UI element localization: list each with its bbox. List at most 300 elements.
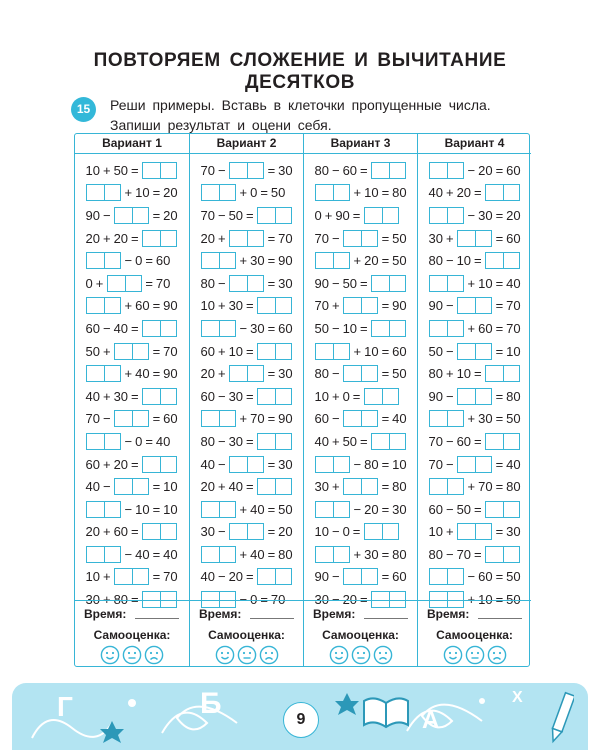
example-row <box>304 182 417 205</box>
number: 70 <box>163 343 178 359</box>
operator: = <box>152 569 161 585</box>
operator: + <box>353 546 362 562</box>
operator: + <box>217 479 226 495</box>
number: 70 <box>428 456 443 472</box>
number: 70 <box>200 162 215 178</box>
answer-box[interactable] <box>315 546 350 563</box>
operator: = <box>267 501 276 517</box>
self-assessment-faces <box>418 645 531 670</box>
example-row <box>418 385 531 408</box>
number: 0 <box>342 388 350 404</box>
answer-box[interactable] <box>142 230 177 247</box>
operator: + <box>217 366 226 382</box>
operator: + <box>102 592 111 608</box>
self-assessment-label: Самооценка: <box>322 628 399 642</box>
operator: − <box>331 569 340 585</box>
example-row <box>304 566 417 589</box>
operator: − <box>217 207 226 223</box>
operator: = <box>246 569 254 585</box>
operator: + <box>239 411 248 427</box>
answer-box[interactable] <box>429 478 464 495</box>
example-row <box>190 543 303 566</box>
answer-box[interactable] <box>457 523 492 540</box>
answer-box[interactable] <box>371 320 406 337</box>
example-row <box>304 295 417 318</box>
number: 30 <box>113 388 129 404</box>
sad-face-icon[interactable] <box>373 645 393 670</box>
operator: + <box>124 298 133 314</box>
operator: − <box>239 592 248 608</box>
operator: + <box>467 411 476 427</box>
neutral-face-icon[interactable] <box>237 645 257 670</box>
operator: = <box>381 298 390 314</box>
answer-box[interactable] <box>364 523 399 540</box>
answer-box[interactable] <box>114 478 149 495</box>
answer-box[interactable] <box>142 320 177 337</box>
operator: = <box>267 524 276 540</box>
example-row <box>418 204 531 227</box>
number: 10 <box>456 253 472 269</box>
operator: = <box>152 343 161 359</box>
operator: + <box>445 366 454 382</box>
answer-box[interactable] <box>485 252 520 269</box>
operator: − <box>445 456 454 472</box>
number: 50 <box>392 366 407 382</box>
example-row <box>304 249 417 272</box>
time-input-line[interactable] <box>478 618 522 619</box>
number: 50 <box>85 343 100 359</box>
operator: = <box>360 592 368 608</box>
number: 20 <box>113 230 129 246</box>
number: 10 <box>342 320 358 336</box>
example-row <box>190 317 303 340</box>
neutral-face-icon[interactable] <box>465 645 485 670</box>
example-row <box>75 340 189 363</box>
operator: − <box>467 162 476 178</box>
answer-box[interactable] <box>364 388 399 405</box>
answer-box[interactable] <box>257 207 292 224</box>
number: 30 <box>228 298 244 314</box>
number: 40 <box>250 501 265 517</box>
operator: = <box>145 253 153 269</box>
answer-box[interactable] <box>142 523 177 540</box>
operator: = <box>152 185 161 201</box>
answer-box[interactable] <box>142 162 177 179</box>
operator: − <box>217 524 226 540</box>
example-row <box>418 521 531 544</box>
operator: = <box>152 501 161 517</box>
number: 90 <box>163 298 178 314</box>
happy-face-icon[interactable] <box>100 645 120 670</box>
answer-box[interactable] <box>86 546 121 563</box>
operator: − <box>445 298 454 314</box>
operator: − <box>445 501 454 517</box>
number: 90 <box>314 275 329 291</box>
operator: + <box>102 343 111 359</box>
number: 70 <box>155 275 171 291</box>
answer-box[interactable] <box>485 546 520 563</box>
answer-box[interactable] <box>457 388 492 405</box>
operator: = <box>152 366 161 382</box>
answer-box[interactable] <box>457 343 492 360</box>
answer-box[interactable] <box>114 207 149 224</box>
answer-box[interactable] <box>114 568 149 585</box>
operator: = <box>131 524 139 540</box>
task-number-badge: 15 <box>71 97 96 122</box>
example-row <box>75 295 189 318</box>
answer-box[interactable] <box>429 320 464 337</box>
answer-box[interactable] <box>201 410 236 427</box>
answer-box[interactable] <box>429 162 464 179</box>
number: 60 <box>163 411 178 427</box>
number: 60 <box>506 162 521 178</box>
example-row <box>418 227 531 250</box>
number: 60 <box>342 162 358 178</box>
example-row <box>75 498 189 521</box>
operator: + <box>445 185 454 201</box>
operator: = <box>360 275 368 291</box>
answer-box[interactable] <box>485 365 520 382</box>
answer-box[interactable] <box>457 456 492 473</box>
answer-box[interactable] <box>107 275 142 292</box>
time-label: Время: <box>427 607 470 621</box>
time-input-line[interactable] <box>250 618 294 619</box>
answer-box[interactable] <box>86 184 121 201</box>
answer-box[interactable] <box>229 456 264 473</box>
number: 60 <box>155 253 171 269</box>
operator: = <box>474 433 482 449</box>
answer-box[interactable] <box>229 162 264 179</box>
number: 80 <box>428 546 443 562</box>
operator: = <box>246 298 254 314</box>
number: 10 <box>163 501 178 517</box>
example-row <box>304 430 417 453</box>
number: 50 <box>113 162 129 178</box>
operator: − <box>331 524 340 540</box>
operator: − <box>239 320 248 336</box>
example-row <box>304 204 417 227</box>
operator: + <box>331 388 340 404</box>
number: 10 <box>364 343 379 359</box>
answer-box[interactable] <box>485 184 520 201</box>
number: 70 <box>478 479 493 495</box>
number: 30 <box>250 320 265 336</box>
example-row <box>190 295 303 318</box>
number: 30 <box>228 433 244 449</box>
number: 40 <box>200 456 215 472</box>
operator: − <box>445 343 454 359</box>
example-row <box>75 453 189 476</box>
number: 30 <box>85 592 100 608</box>
number: 40 <box>314 433 329 449</box>
example-row <box>75 204 189 227</box>
number: 80 <box>364 456 379 472</box>
neutral-face-icon[interactable] <box>122 645 142 670</box>
operator: = <box>495 411 504 427</box>
number: 50 <box>506 592 521 608</box>
number: 10 <box>135 185 150 201</box>
number: 60 <box>314 411 329 427</box>
operator: = <box>381 456 390 472</box>
sad-face-icon[interactable] <box>259 645 279 670</box>
operator: = <box>131 162 139 178</box>
operator: = <box>474 546 482 562</box>
number: 30 <box>278 275 293 291</box>
number: 10 <box>392 456 407 472</box>
operator: + <box>102 230 111 246</box>
answer-box[interactable] <box>371 275 406 292</box>
answer-box[interactable] <box>201 184 236 201</box>
number: 80 <box>506 388 521 404</box>
answer-box[interactable] <box>257 478 292 495</box>
answer-box[interactable] <box>86 365 121 382</box>
operator: + <box>124 366 133 382</box>
number: 70 <box>278 230 293 246</box>
number: 40 <box>85 388 100 404</box>
sad-face-icon[interactable] <box>487 645 507 670</box>
number: 40 <box>392 411 407 427</box>
answer-box[interactable] <box>86 501 121 518</box>
operator: − <box>102 320 111 336</box>
example-row <box>190 566 303 589</box>
number: 10 <box>456 366 472 382</box>
operator: = <box>381 230 390 246</box>
happy-face-icon[interactable] <box>329 645 349 670</box>
time-label: Время: <box>199 607 242 621</box>
operator: = <box>152 207 161 223</box>
variant-column <box>75 134 189 666</box>
answer-box[interactable] <box>371 162 406 179</box>
number: 60 <box>85 456 100 472</box>
answer-box[interactable] <box>343 230 378 247</box>
example-row <box>190 498 303 521</box>
answer-box[interactable] <box>343 365 378 382</box>
example-row <box>304 475 417 498</box>
answer-box[interactable] <box>229 365 264 382</box>
example-row <box>418 566 531 589</box>
answer-box[interactable] <box>315 184 350 201</box>
answer-box[interactable] <box>429 568 464 585</box>
operator: = <box>495 343 504 359</box>
answer-box[interactable] <box>114 343 149 360</box>
number: 70 <box>85 411 100 427</box>
answer-box[interactable] <box>201 320 236 337</box>
operator: + <box>467 320 476 336</box>
variant-title: Вариант 2 <box>190 134 303 154</box>
number: 90 <box>428 298 443 314</box>
answer-box[interactable] <box>257 297 292 314</box>
answer-box[interactable] <box>86 252 121 269</box>
answer-box[interactable] <box>429 275 464 292</box>
answer-box[interactable] <box>201 546 236 563</box>
loop-doodle-right <box>407 705 482 731</box>
number: 60 <box>506 230 521 246</box>
operator: = <box>381 366 390 382</box>
number: 20 <box>113 456 129 472</box>
number: 40 <box>506 456 521 472</box>
number: 10 <box>85 162 100 178</box>
answer-box[interactable] <box>371 433 406 450</box>
operator: = <box>267 230 276 246</box>
operator: − <box>217 162 226 178</box>
example-row <box>190 227 303 250</box>
number: 90 <box>163 366 178 382</box>
example-row <box>304 272 417 295</box>
number: 90 <box>85 207 100 223</box>
example-row <box>190 362 303 385</box>
example-row <box>75 272 189 295</box>
operator: − <box>331 275 340 291</box>
number: 60 <box>478 569 493 585</box>
number: 20 <box>506 207 521 223</box>
variant-title: Вариант 3 <box>304 134 417 154</box>
operator: = <box>495 388 504 404</box>
time-input-line[interactable] <box>135 618 179 619</box>
doodle-letter-x: Х <box>512 689 523 706</box>
operator: = <box>474 185 482 201</box>
example-row <box>418 408 531 431</box>
operator: = <box>145 275 153 291</box>
operator: = <box>246 207 254 223</box>
number: 10 <box>135 501 150 517</box>
operator: − <box>353 456 362 472</box>
answer-box[interactable] <box>485 433 520 450</box>
answer-box[interactable] <box>257 568 292 585</box>
example-row <box>418 249 531 272</box>
operator: = <box>246 433 254 449</box>
answer-box[interactable] <box>429 410 464 427</box>
number: 20 <box>200 366 215 382</box>
operator: = <box>381 501 390 517</box>
answer-box[interactable] <box>343 568 378 585</box>
example-row <box>418 475 531 498</box>
answer-box[interactable] <box>457 230 492 247</box>
number: 80 <box>200 433 215 449</box>
answer-box[interactable] <box>343 297 378 314</box>
operator: − <box>467 207 476 223</box>
answer-box[interactable] <box>86 433 121 450</box>
answer-box[interactable] <box>142 388 177 405</box>
number: 70 <box>456 546 472 562</box>
number: 30 <box>200 524 215 540</box>
number: 40 <box>428 185 443 201</box>
example-row <box>418 340 531 363</box>
example-row <box>190 249 303 272</box>
answer-box[interactable] <box>229 230 264 247</box>
operator: + <box>124 185 133 201</box>
neutral-face-icon[interactable] <box>351 645 371 670</box>
variant-column <box>303 134 417 666</box>
doodle-letter-g: Г <box>57 691 73 722</box>
example-row <box>304 340 417 363</box>
answer-box[interactable] <box>343 410 378 427</box>
answer-box[interactable] <box>485 501 520 518</box>
operator: = <box>152 298 161 314</box>
answer-box[interactable] <box>114 410 149 427</box>
operator: = <box>495 275 504 291</box>
example-row <box>418 295 531 318</box>
number: 60 <box>200 343 215 359</box>
time-input-line[interactable] <box>364 618 408 619</box>
operator: = <box>495 569 504 585</box>
example-row <box>304 362 417 385</box>
number: 10 <box>200 298 215 314</box>
example-row <box>190 521 303 544</box>
number: 40 <box>506 275 521 291</box>
operator: = <box>267 411 276 427</box>
answer-box[interactable] <box>343 478 378 495</box>
answer-box[interactable] <box>315 501 350 518</box>
answer-box[interactable] <box>315 252 350 269</box>
self-assessment-faces <box>304 645 417 670</box>
operator: − <box>102 479 111 495</box>
answer-box[interactable] <box>257 433 292 450</box>
answer-box[interactable] <box>229 523 264 540</box>
number: 10 <box>364 185 379 201</box>
page-title: ПОВТОРЯЕМ СЛОЖЕНИЕ И ВЫЧИТАНИЕ ДЕСЯТКОВ <box>93 50 507 93</box>
operator: = <box>495 592 504 608</box>
answer-box[interactable] <box>315 343 350 360</box>
answer-box[interactable] <box>86 297 121 314</box>
answer-box[interactable] <box>364 207 399 224</box>
operator: + <box>467 275 476 291</box>
operator: + <box>331 298 340 314</box>
number: 90 <box>278 411 293 427</box>
answer-box[interactable] <box>201 252 236 269</box>
number: 10 <box>478 592 493 608</box>
number: 40 <box>163 546 178 562</box>
answer-box[interactable] <box>257 343 292 360</box>
operator: = <box>360 433 368 449</box>
number: 50 <box>342 275 358 291</box>
answer-box[interactable] <box>142 456 177 473</box>
operator: + <box>239 253 248 269</box>
answer-box[interactable] <box>229 275 264 292</box>
happy-face-icon[interactable] <box>215 645 235 670</box>
self-assessment-faces <box>190 645 303 670</box>
operator: = <box>152 479 161 495</box>
answer-box[interactable] <box>429 207 464 224</box>
number: 60 <box>113 524 129 540</box>
operator: + <box>445 230 454 246</box>
number: 30 <box>278 162 293 178</box>
example-row <box>418 498 531 521</box>
answer-box[interactable] <box>315 456 350 473</box>
number: 0 <box>342 524 350 540</box>
operator: = <box>267 546 276 562</box>
answer-box[interactable] <box>457 297 492 314</box>
operator: = <box>267 320 276 336</box>
variant-title: Вариант 4 <box>418 134 531 154</box>
number: 50 <box>428 343 443 359</box>
number: 90 <box>428 388 443 404</box>
answer-box[interactable] <box>201 501 236 518</box>
number: 80 <box>113 592 129 608</box>
operator: − <box>124 253 133 269</box>
number: 30 <box>250 253 265 269</box>
happy-face-icon[interactable] <box>443 645 463 670</box>
variant-footer <box>190 600 303 666</box>
operator: + <box>102 456 111 472</box>
operator: − <box>331 230 340 246</box>
number: 60 <box>456 433 472 449</box>
sad-face-icon[interactable] <box>144 645 164 670</box>
number: 70 <box>200 207 215 223</box>
operator: = <box>381 343 390 359</box>
answer-box[interactable] <box>257 388 292 405</box>
example-row <box>418 317 531 340</box>
number: 70 <box>428 433 443 449</box>
